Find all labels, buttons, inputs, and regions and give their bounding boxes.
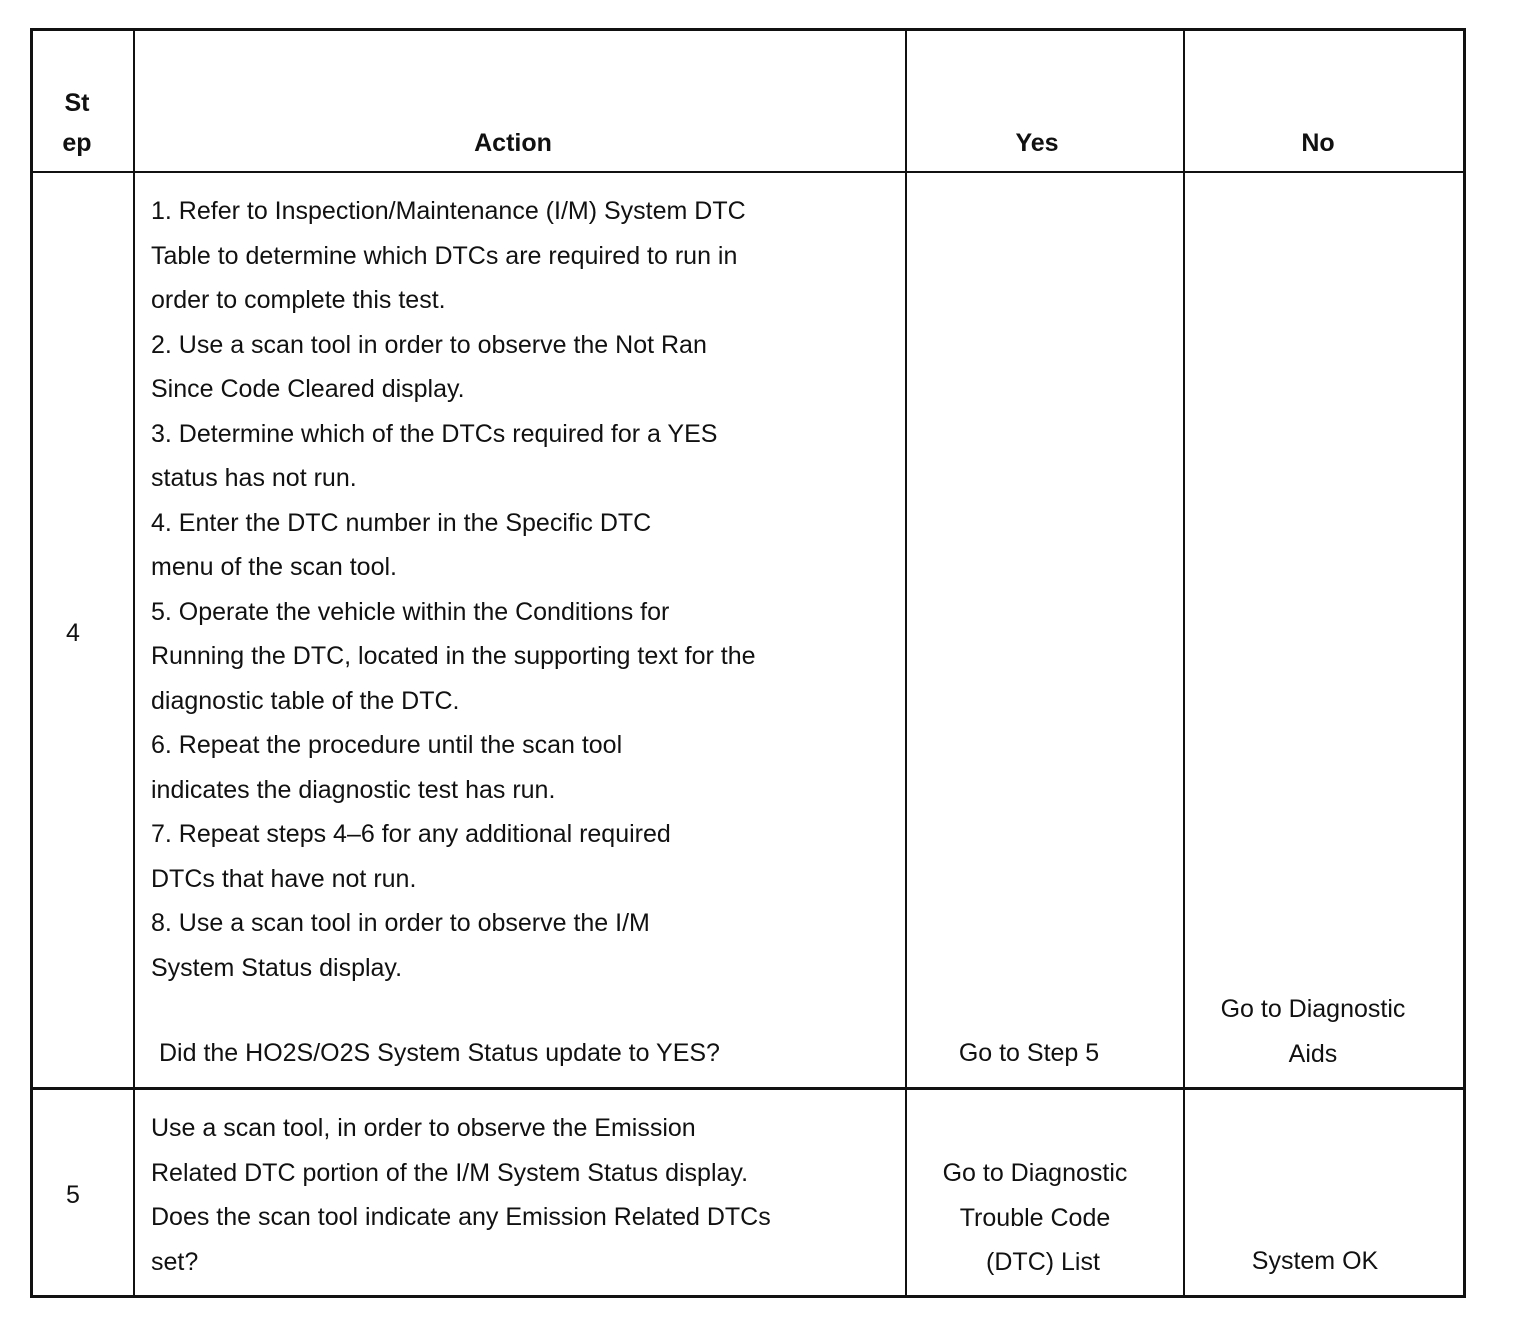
action-line: Use a scan tool, in order to observe the Emission — [151, 1114, 696, 1142]
row-5-yes — [907, 1151, 1163, 1285]
header-yes: Yes — [1015, 129, 1059, 157]
action-line: 1. Refer to Inspection/Maintenance (I/M) System DTC — [151, 197, 746, 225]
header-step-line-1: St — [64, 89, 90, 117]
header-divider — [33, 171, 1463, 173]
action-line: Does the scan tool indicate any Emission Related DTCs — [151, 1203, 771, 1231]
action-line: 5. Operate the vehicle within the Conditions for — [151, 597, 670, 626]
row-5-step: 5 — [66, 1181, 80, 1209]
action-line: 4. Enter the DTC number in the Specific DTC — [151, 508, 652, 537]
header-step-line-2: ep — [62, 129, 92, 157]
action-line: Since Code Cleared display. — [151, 375, 465, 403]
yes-line: (DTC) List — [986, 1248, 1100, 1276]
yes-line: Trouble Code — [959, 1203, 1111, 1232]
row-4-yes — [907, 1031, 1151, 1076]
row-4-no — [1185, 987, 1441, 1076]
action-line: 2. Use a scan tool in order to observe the Not Ran — [151, 330, 707, 359]
yes-line: Go to Diagnostic — [942, 1159, 1128, 1187]
action-line: 3. Determine which of the DTCs required for a YES — [151, 419, 718, 448]
column-divider-yes — [1183, 31, 1185, 1295]
action-line: 7. Repeat steps 4–6 for any additional required — [151, 820, 671, 848]
column-divider-action — [905, 31, 907, 1295]
row-divider — [33, 1087, 1463, 1090]
row-5-no — [1185, 1239, 1445, 1284]
diagnostic-table — [30, 28, 1466, 1298]
action-line: DTCs that have not run. — [151, 864, 417, 893]
action-line: status has not run. — [151, 464, 357, 492]
action-line: Running the DTC, located in the supporting text for the — [151, 642, 756, 670]
header-no: No — [1301, 129, 1335, 157]
no-line: System OK — [1251, 1247, 1379, 1275]
action-line: diagnostic table of the DTC. — [151, 686, 460, 715]
header-action: Action — [474, 129, 552, 157]
row-4-question: Did the HO2S/O2S System Status update to YES? — [159, 1039, 720, 1067]
row-4-action — [151, 189, 756, 990]
header-step — [33, 83, 121, 163]
action-line: indicates the diagnostic test has run. — [151, 775, 556, 804]
row-4-step: 4 — [66, 619, 80, 647]
action-line: order to complete this test. — [151, 286, 446, 314]
no-line: Aids — [1288, 1039, 1338, 1068]
action-line: set? — [151, 1247, 199, 1276]
no-line: Go to Diagnostic — [1220, 995, 1406, 1023]
action-line: menu of the scan tool. — [151, 553, 397, 581]
action-line: 8. Use a scan tool in order to observe the I/M — [151, 909, 650, 937]
row-5-action — [151, 1106, 771, 1284]
action-line: Table to determine which DTCs are required to run in — [151, 241, 738, 270]
column-divider-step — [133, 31, 135, 1295]
action-line: Related DTC portion of the I/M System Status display. — [151, 1158, 749, 1187]
action-line: System Status display. — [151, 953, 403, 982]
action-line: 6. Repeat the procedure until the scan tool — [151, 731, 623, 759]
yes-line: Go to Step 5 — [958, 1039, 1100, 1067]
